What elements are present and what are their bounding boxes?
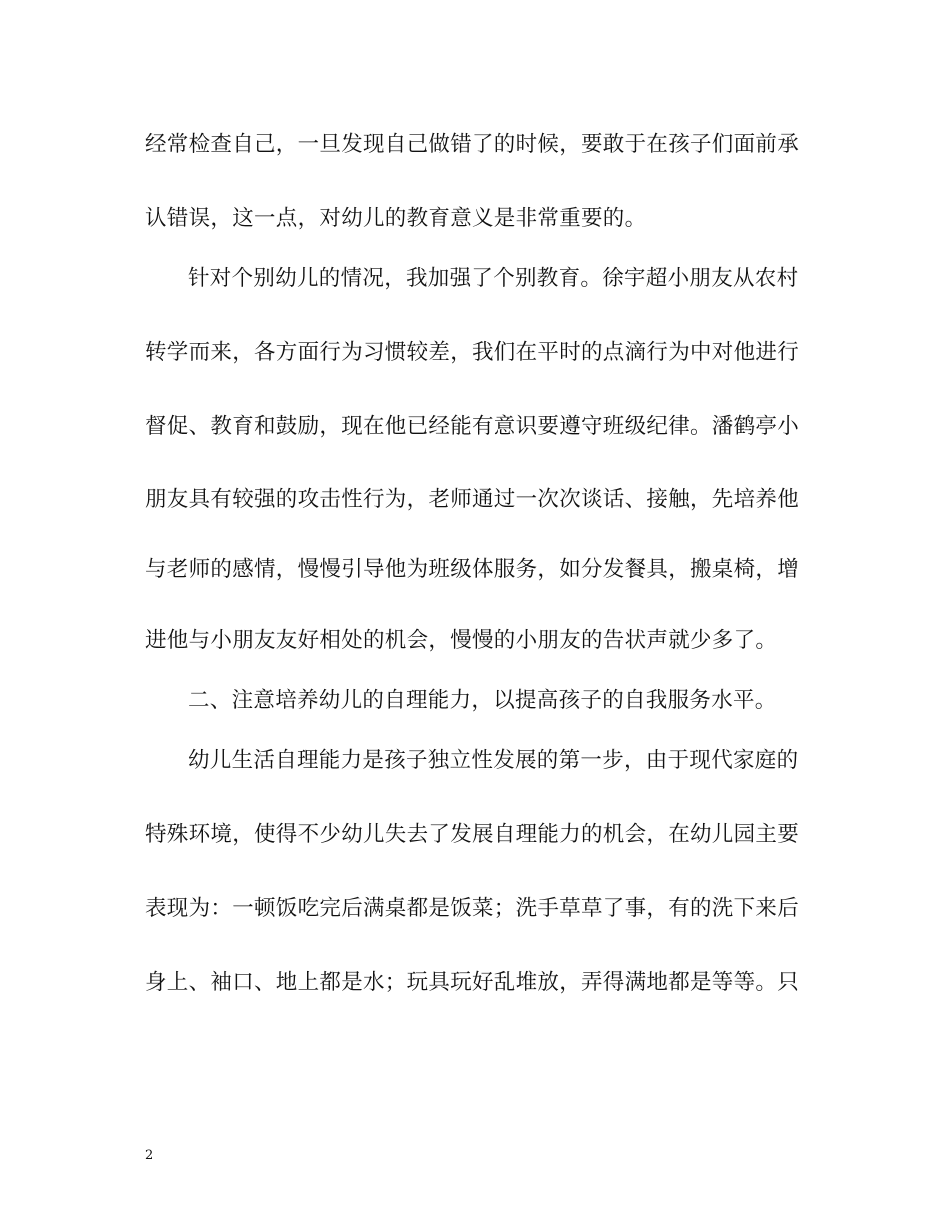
body-text-line: 与老师的感情，慢慢引导他为班级体服务，如分发餐具，搬桌椅，增	[145, 557, 800, 582]
body-text-line: 特殊环境，使得不少幼儿失去了发展自理能力的机会，在幼儿园主要	[145, 822, 800, 847]
paragraph-start-line: 幼儿生活自理能力是孩子独立性发展的第一步，由于现代家庭的	[188, 748, 799, 773]
paragraph-start-line: 针对个别幼儿的情况，我加强了个别教育。徐宇超小朋友从农村	[188, 266, 799, 291]
body-text-line: 表现为：一顿饭吃完后满桌都是饭菜；洗手草草了事，有的洗下来后	[145, 896, 800, 921]
section-heading: 二、注意培养幼儿的自理能力，以提高孩子的自我服务水平。	[188, 688, 777, 713]
page-number: 2	[145, 1148, 154, 1163]
body-text-line: 督促、教育和鼓励，现在他已经能有意识要遵守班级纪律。潘鹤亭小	[145, 414, 800, 439]
body-text-line: 朋友具有较强的攻击性行为，老师通过一次次谈话、接触，先培养他	[145, 487, 800, 512]
body-text-line: 经常检查自己，一旦发现自己做错了的时候，要敢于在孩子们面前承	[145, 132, 800, 157]
body-text-line: 认错误，这一点，对幼儿的教育意义是非常重要的。	[145, 206, 647, 231]
body-text-line: 身上、袖口、地上都是水；玩具玩好乱堆放，弄得满地都是等等。只	[145, 970, 800, 995]
body-text-line: 转学而来，各方面行为习惯较差，我们在平时的点滴行为中对他进行	[145, 340, 800, 365]
body-text-line: 进他与小朋友友好相处的机会，慢慢的小朋友的告状声就少多了。	[145, 628, 778, 653]
